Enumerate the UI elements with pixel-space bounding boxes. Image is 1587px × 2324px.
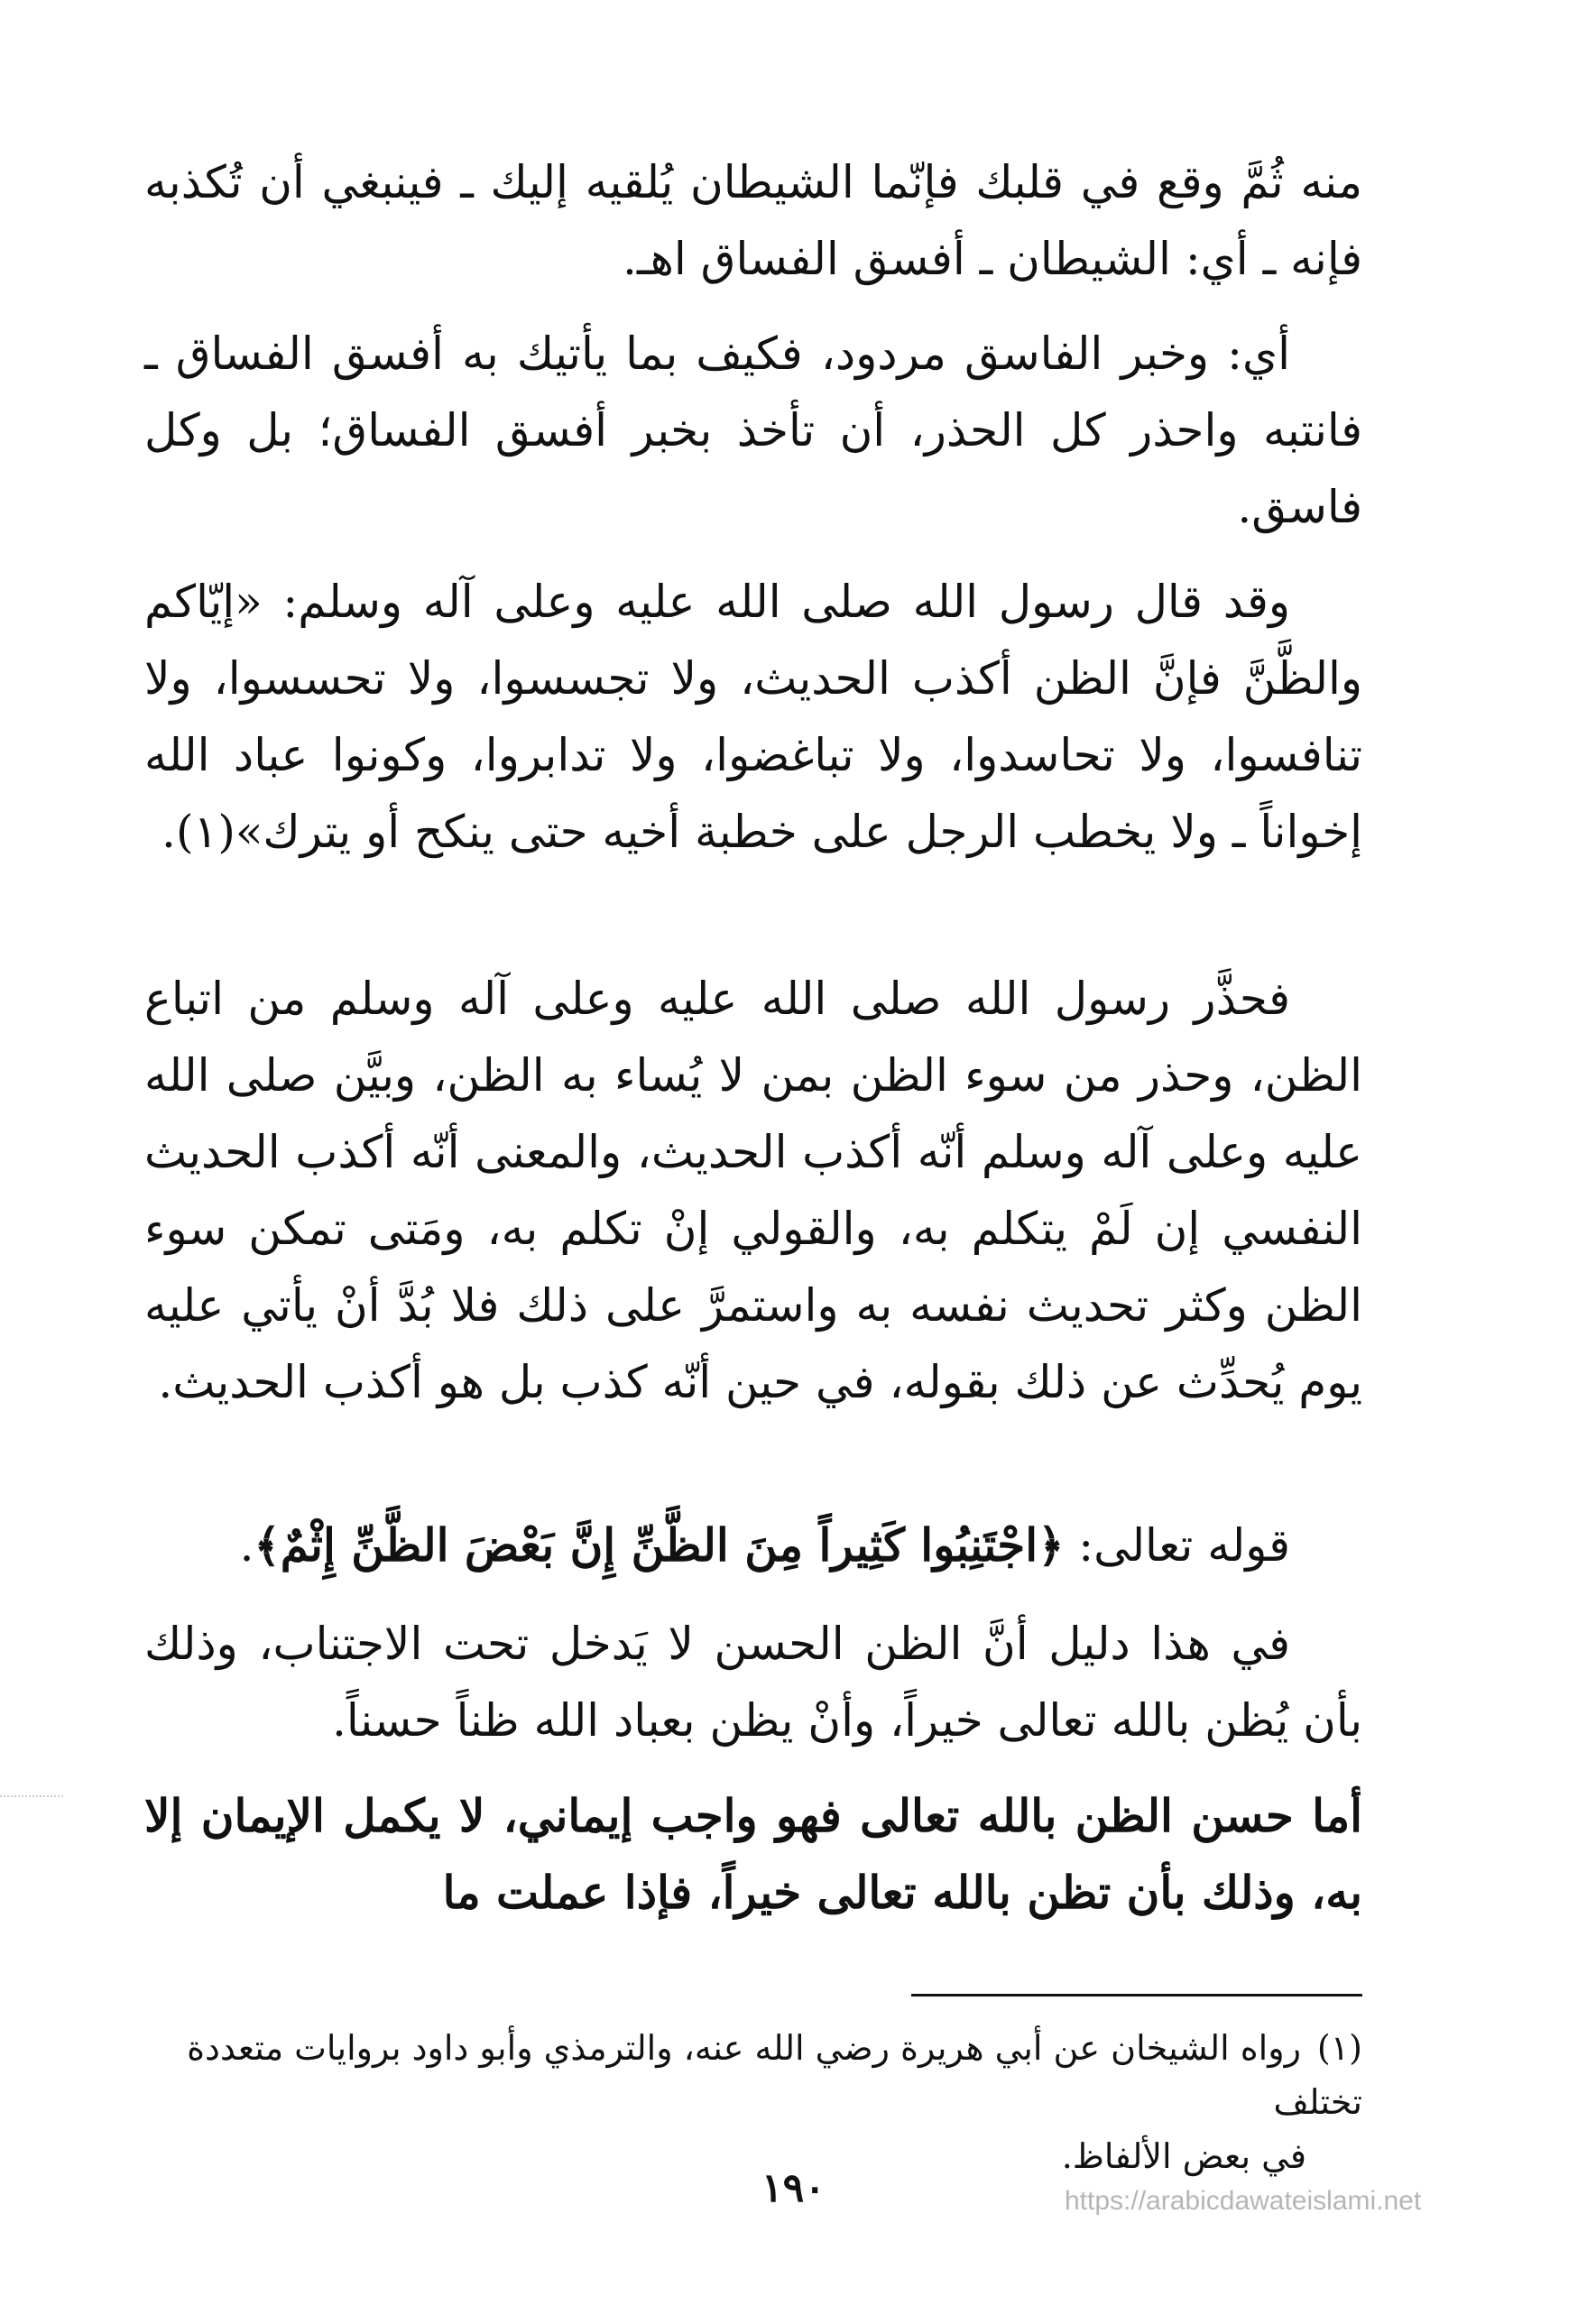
paragraph-7: أما حسن الظن بالله تعالى فهو واجب إيماني، لا يكمل الإيمان إلا به، وذلك بأن تظن بالله تعالى خيراً، فإذا عملت ما	[144, 1789, 1362, 1919]
quran-verse: ﴿اجْتَنِبُوا كَثِيراً مِنَ الظَّنِّ إِنَّ بَعْضَ الظَّنِّ إِثْمٌ﴾	[254, 1518, 1065, 1572]
scan-artifact	[0, 1795, 63, 1799]
footnote	[144, 2021, 1362, 2183]
watermark-url: https://arabicdawateislami.net	[1065, 2186, 1422, 2216]
paragraph-3: وقد قال رسول الله صلى الله عليه وعلى آله وسلم: «إيّاكم والظَّنَّ فإنَّ الظن أكذب الحديث، ولا تجسسوا، ولا تحسسوا، ولا تنافسوا، ولا تحاسدوا، ولا تباغضوا، ولا تدابروا، وكونوا عباد الله إخواناً ـ ولا يخطب الرجل على خطبة أخيه حتى ينكح أو يترك»(١).	[144, 576, 1362, 858]
footnote-line-1: رواه الشيخان عن أبي هريرة رضي الله عنه، والترمذي وأبو داود بروايات متعددة تختلف	[187, 2028, 1362, 2122]
paragraph-2: أي: وخبر الفاسق مردود، فكيف بما يأتيك به أفسق الفساق ـ فانتبه واحذر كل الحذر، أن تأخذ بخبر أفسق الفساق؛ بل وكل فاسق.	[144, 327, 1362, 533]
main-text-7	[144, 1777, 1362, 1931]
paragraph-6: في هذا دليل أنَّ الظن الحسن لا يَدخل تحت الاجتناب، وذلك بأن يُظن بالله تعالى خيراً، وأنْ يظن بعباد الله ظناً حسناً.	[144, 1618, 1362, 1747]
main-text-6	[144, 1606, 1362, 1759]
main-text	[144, 144, 1362, 298]
quote-lead: قوله تعالى:	[1064, 1519, 1290, 1572]
main-text-5	[144, 1507, 1362, 1584]
main-text-2	[144, 316, 1362, 546]
paragraph-4: فحذَّر رسول الله صلى الله عليه وعلى آله وسلم من اتباع الظن، وحذر من سوء الظن بمن لا يُساء به الظن، وبيَّن صلى الله عليه وعلى آله وسلم أنّه أكذب الحديث، والمعنى أنّه أكذب الحديث النفسي إن لَمْ يتكلم به، والقولي إنْ تكلم به، ومَتى تمكن سوء الظن وكثر تحديث نفسه به واستمرَّ على ذلك فلا بُدَّ أنْ يأتي عليه يوم يُحدِّث عن ذلك بقوله، في حين أنّه كذب بل هو أكذب الحديث.	[144, 973, 1362, 1408]
main-text-4	[144, 961, 1362, 1421]
main-text-3	[144, 564, 1362, 871]
paragraph-5	[144, 1507, 1362, 1584]
footnote-divider	[911, 1994, 1362, 1997]
footnote-line-2: في بعض الألفاظ.	[1061, 2136, 1306, 2176]
page-number: ١٩٠	[761, 2165, 826, 2211]
paragraph-1: منه ثُمَّ وقع في قلبك فإنّما الشيطان يُلقيه إليك ـ فينبغي أن تُكذبه فإنه ـ أي: الشيطان ـ أفسق الفساق اهـ.	[144, 156, 1362, 285]
quote-end: .	[239, 1519, 254, 1572]
footnote-number: (١)	[1316, 2028, 1362, 2068]
